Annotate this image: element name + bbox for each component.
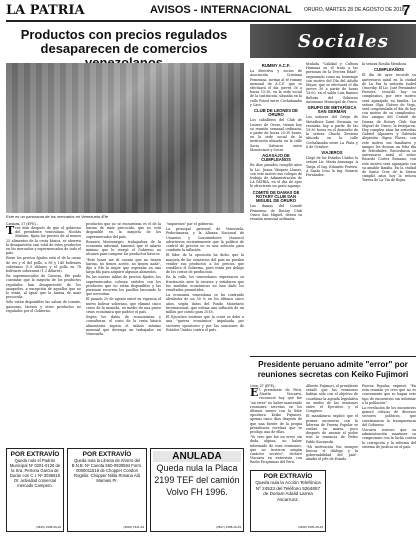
header-rule xyxy=(6,20,416,22)
classified-title: POR EXTRAVÍO xyxy=(10,451,60,458)
article-paragraph: En la calle, los venezolanos expresaron su frustración ante la escasez y señalaron que las medidas económicas no han dado los resultados prometidos. xyxy=(166,275,244,293)
article-paragraph: El pasado 20 de agosto entró en vigencia el nuevo bolívar soberano, que eliminó cinco ceros de la moneda, en medio de una grave crisis económica que padece el país. xyxy=(86,297,161,315)
article-paragraph: Alberto Fujimori, el presidente señaló que las reuniones habían sido con el objetivo de coordinar la agenda legislativa en medio de las tensiones entre el Ejecutivo y el Congreso. xyxy=(306,384,358,414)
sociales-banner xyxy=(250,24,416,58)
classified-body: Queda nula la Libreta de Ahorro del B.N.B. Nº Cuenta 550-0939594 Form. 0000011516 de Chopper Condori Rogelio. Chopper Nilda Rosana Alá Mamani Pr. xyxy=(71,458,143,483)
sociales-heading: VIAJEROS xyxy=(321,150,343,156)
article-paragraph: La principal patronal de Venezuela, Fedecámaras, y la Alianza Nacional de Usuarios y Consumidores (Anauco) advirtieron recientemente que la política de control de precios no es una solución para combatir la inflación. xyxy=(166,227,244,253)
article-paragraph: "Mi motivación fue siempre buscar el diálogo y la gobernabilidad del país", añadió el jefe de Estado. xyxy=(306,444,358,462)
classified-title: POR EXTRAVÍO xyxy=(82,451,132,458)
drop-cap: T xyxy=(6,224,15,237)
sociales-heading: RUMMY A.C.F. xyxy=(261,63,291,68)
article-paragraph: "impuestos" por el gobierno. xyxy=(166,222,214,226)
main-article-col-2 xyxy=(86,222,161,337)
article-paragraph: Fuerza Popular, expresó: "En esta reunión yo creo que no es conveniente que se hagan este tipo de encuentros sin informar a la población". xyxy=(362,384,416,405)
sociales-col-2 xyxy=(306,62,358,178)
article-paragraph: Rosaura Montenegro, trabajadora de la economía informal, lamentó que el salario mínimo que le otorgó el Gobierno no alcanza para comprar los productos básicos. xyxy=(86,239,161,257)
photo-caption: Este es un panorama de los mercados en Venezuela /Efe xyxy=(6,214,109,219)
article-paragraph: "Este lunes me di cuenta que no tienen harina, no tienen aceite, no tienen nada", dijo a Efe la mujer que esperaba en una larga fila para adquirir algunos alimentos. xyxy=(86,257,161,275)
article-paragraph: Según los datos de economistas y consultoras, el costo de la cesta básica alimentaria supera el salario mínimo mensual que devenga un trabajador en Venezuela. xyxy=(86,315,161,337)
classified-code: (3815) 1508-29-29 xyxy=(36,525,61,529)
second-article-col-2 xyxy=(306,384,358,463)
classified-body: Queda nula la Acción Telefónica Nº 24523 del Teléfono 5264857 de Doriam Adalid Larrea Ascarrunz. xyxy=(255,480,321,502)
sociales-col-3 xyxy=(362,62,416,184)
sociales-paragraph: Los señores del Grupo de Metafísica Saint Germain, se reunirán hoy a partir de las 19:30 horas en el domicilio de la señora Chachi Zenteno ubicado en la calle Cochabamba entre La Plata y 6 de Octubre. xyxy=(306,115,358,149)
sociales-heading: CUMPLEAÑOS xyxy=(374,67,404,73)
article-paragraph: La revelación de los encuentros generó críticas de diversos sectores políticos, que cuestionaron la transparencia del Gobierno. xyxy=(362,406,416,427)
article-paragraph: El Ejecutivo sostiene que la crisis se debe a una "guerra económica" impulsada por sectores opositores y por las sanciones de Estados Unidos contra el país. xyxy=(166,315,244,332)
sociales-heading: GRUPO DE METAFÍSICA SAN GERMÁN xyxy=(307,105,357,115)
sociales-col-1 xyxy=(250,62,302,222)
article-paragraph: "Yo creo que fue un error, sin duda alguna, no haber informado de esas reuniones, que no tuvieron ningún carácter secreto", declaró Vizcarra en entrevista con Radio Programas del Perú. xyxy=(250,435,302,465)
sociales-paragraph: Las damas del Comité Femenino de Rotary Club Oruro San Miguel, tienen su reunión mensual ordinaria. xyxy=(250,204,302,221)
main-headline-line-1: Productos con precios regulados xyxy=(20,27,228,42)
article-paragraph: El mandatario explicó que el primer encuentro con la lideresa de Fuerza Popular se realizó en marzo, poco después de asumir el poder tras la renuncia de Pedro Pablo Kuczynski. xyxy=(306,414,358,444)
classified-code: (3818) 1505-29-29 xyxy=(298,525,323,529)
classified-box-1 xyxy=(6,448,64,532)
article-paragraph: productos que no se encuentran es el de la harina de maíz precocida, que no está disponible en la mayoría de los supermercados del país. xyxy=(86,222,161,239)
sociales-heading: COMITÉ DE DAMAS DE ROTARY CLUB SAN MIGUEL DE ORURO xyxy=(252,189,300,204)
section-title: AVISOS - INTERNACIONAL xyxy=(150,4,292,16)
classified-box-4 xyxy=(250,470,326,532)
classified-title: POR EXTRAVÍO xyxy=(263,473,313,480)
article-paragraph: Entre los precios fijados está el de la carne de res y el del pollo, a 96 y 140 bolívares soberanos (1,5 dólares y el pollo en 78 bolívares soberanos (1,3 dólares). xyxy=(6,256,81,274)
classified-code: (3816) 1541-29 xyxy=(123,525,144,529)
article-paragraph: Vizcarra sostuvo que su administración mantiene su compromiso con la lucha contra la corrupción y la reforma del sistema de justicia en el país. xyxy=(362,428,416,449)
market-photo xyxy=(6,63,244,213)
classified-body: Queda nula la Placa 2199 TEF del camión Volvo FH 1996. xyxy=(154,463,240,497)
classified-box-3 xyxy=(150,448,244,532)
main-headline-line-2: desaparecen de comercios xyxy=(40,41,208,56)
article-paragraph: El presidente de Perú, Martín Vizcarra, reconoció hoy que fue "un error" no haber mantenido reuniones secretas en los últimos meses con la líder opositora Keiko Fujimori, apenas cinco días después de que una fuente de la propia presidencia revelara que se produjo una de ellas. xyxy=(250,386,302,435)
main-article-col-1 xyxy=(6,222,81,314)
article-paragraph: La economía venezolana se ha contraído alrededor de un 50 % en los últimos cinco años, según datos del Fondo Monetario Internacional, que estima una inflación de un millón por ciento para 2018. xyxy=(166,293,244,315)
second-article-col-3 xyxy=(362,384,416,450)
newspaper-name: LA PATRIA xyxy=(6,3,85,18)
classified-code: (3817) 1508-29-29 xyxy=(216,525,241,529)
sociales-paragraph: La directiva y socias de Asociación Cristiana Femenina, invitan al té rummy mensual de A.C.F. que se efectuará el día jueves 30 a horas 15:30, en la sede social de la institución, ubicada en la calle Potosí entre Cochabamba y Caro. xyxy=(250,69,302,107)
article-paragraph: En las nuevas tablas de precios fijados, los supermercados colocan carteles con los productos que no están disponibles y las personas recorren los pasillos buscando lo que necesitan. xyxy=(86,275,161,297)
page-number: 7 xyxy=(402,2,411,19)
sociales-paragraph: Llegó de los Estados Unidos la señora Lic. María Arauzaga. A Tarija el Ing. Eduardo Pereira. A Santa Cruz la Ing. Rosario Fernández. xyxy=(306,156,358,178)
article-paragraph: Sólo están disponibles las salsas de tomate, gaseosas, lácteos y otros productos no regulados por el Gobierno. xyxy=(6,300,81,313)
section-divider xyxy=(250,356,416,357)
sociales-heading: CLUB DE LEONES DE ORURO xyxy=(254,108,298,118)
second-headline xyxy=(250,360,416,380)
classified-body: Queda nulo el Padrón Municipal Nº 0201-0126 de la Sra. Petrona García de Durán con C.I. Nº 3036616 Or. actividad comercial mercado Campero. xyxy=(9,458,61,488)
sociales-paragraph: titulada "Calidad y Cultura Humana en el trato a las personas de la Tercera Edad", organizado como un homenaje con motivo del Día del Adulto Mayor, que se efectuará el día jueves 30 a partir de horas 19:00, en el salón Luis Ramiro Beltrán del Gobierno Autónomo Municipal de Oruro. xyxy=(306,62,358,104)
article-paragraph: En supermercados de Caracas, Efe pudo constatar que la mayoría de los productos regulados han desaparecido de los anaqueles, a excepción de aquellos que no lo están, al igual que la harina de maíz precocida. xyxy=(6,274,81,300)
classified-box-2 xyxy=(67,448,147,532)
second-drop-cap: E xyxy=(250,386,259,399)
second-article-col-1 xyxy=(250,384,302,466)
second-byline: Lima, 27 (EFE).- xyxy=(250,384,277,388)
second-headline-line-1: Presidente peruano admite "error" por xyxy=(258,360,408,369)
main-byline: Caracas, 27 (EFE).- xyxy=(6,222,38,226)
sociales-paragraph: la señora Rosilia Mendoza. xyxy=(362,62,408,66)
sociales-heading: AGASAJO DE CUMPLEAÑOS xyxy=(261,153,291,163)
sociales-paragraph: El día de ayer recordó su aniversario natal en la ciudad de La Paz la señorita Isabel Ossoviky. El Lic. José Fernández Fuentes, recordó hoy su cumpleaños, por este motivo será agasajado en familia. La señora Olga Chávez de Vega, será congratulada el día de hoy con motivo de su cumpleaños. Sus amigas del Comité de Damas de Rotary Club San Miguel de Oruro, la festejaron. Hoy cumplen años las señoritas Gabriel Alpizares y Gabriela Alejandra Gignu Flores, con este motivo sus familiares y amigos les desean un feliz día de felicidades. Recordaron su aniversario natal el señor Ricardo Cortez Romano, con este motivo será agasajado con su amable familia. En la ciudad de Santa Cruz de la Sierra cumplió años hoy la señora Teresa de La Vía de Rojas. xyxy=(362,73,416,183)
article-paragraph: El líder de la oposición ha dicho que la mayoría de los comercios del país no pueden vender sus productos a los precios que establece el Gobierno, pues están por debajo de los costos de producción. xyxy=(166,253,244,275)
sociales-paragraph: En días pasados cumplió años la Lic. Juana Vásquez Llanos, con este motivo sus colegas de trabajo de Administración de LA PATRIA, en el día de ayer le ofrecieron un grato agasajo. xyxy=(250,163,302,189)
sociales-paragraph: Los caballeros del Club de Leones de Oruro, tienen hoy su reunión semanal ordinaria, a partir de horas 20:30 horas, en la sede social de la institución ubicada en la calle Soria Galvarro entre Montecinos y Sucre. xyxy=(250,118,302,152)
dateline: ORURO, MARTES 28 DE AGOSTO DE 2018 xyxy=(304,7,405,13)
article-paragraph: Tres días después de que el gobierno del presidente venezolano, Nicolás Maduro, fijara los precios de al menos 25 alimentos de la cesta básica, se observa la desaparición casi total de estos productos en los mercados y supermercados de todo el país. xyxy=(6,224,81,256)
sociales-title: Sociales xyxy=(298,31,389,52)
main-article-col-3 xyxy=(166,222,244,333)
classified-title: ANULADA xyxy=(153,451,241,462)
second-headline-line-2: reuniones secretas con Keiko Fujimori xyxy=(257,370,409,379)
